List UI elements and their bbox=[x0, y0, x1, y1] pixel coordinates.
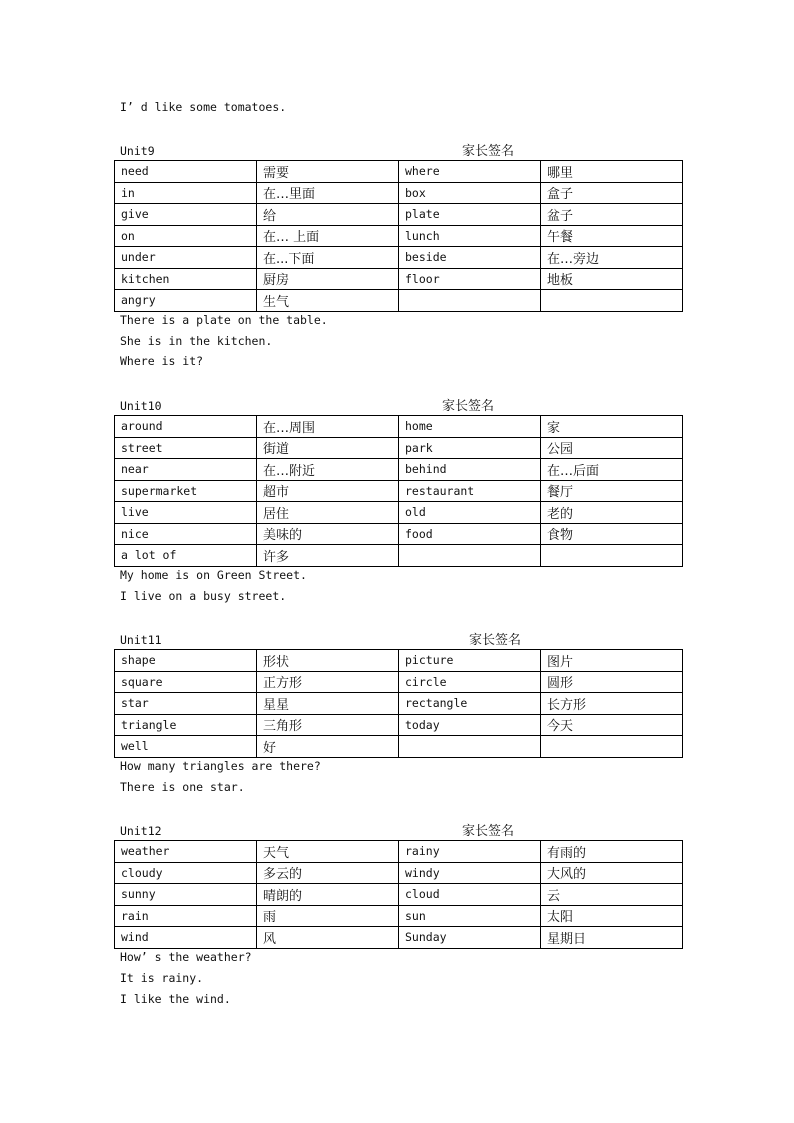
word-zh: 在…后面 bbox=[541, 459, 683, 481]
word-zh: 在…附近 bbox=[257, 459, 399, 481]
word-en: star bbox=[115, 693, 257, 715]
word-en: lunch bbox=[399, 225, 541, 247]
word-en: shape bbox=[115, 650, 257, 672]
word-en: picture bbox=[399, 650, 541, 672]
word-zh: 午餐 bbox=[541, 225, 683, 247]
table-row bbox=[115, 182, 683, 204]
table-row bbox=[115, 416, 683, 438]
table-row bbox=[115, 247, 683, 269]
word-zh: 星星 bbox=[257, 693, 399, 715]
word-en: triangle bbox=[115, 714, 257, 736]
word-en: need bbox=[115, 161, 257, 183]
word-en: weather bbox=[115, 841, 257, 863]
word-en: food bbox=[399, 523, 541, 545]
word-en: park bbox=[399, 437, 541, 459]
word-en: rainy bbox=[399, 841, 541, 863]
word-en: restaurant bbox=[399, 480, 541, 502]
word-en: angry bbox=[115, 290, 257, 312]
word-zh: 在…周围 bbox=[257, 416, 399, 438]
table-row bbox=[115, 459, 683, 481]
word-en: nice bbox=[115, 523, 257, 545]
word-zh: 美味的 bbox=[257, 523, 399, 545]
word-zh: 形状 bbox=[257, 650, 399, 672]
word-zh: 太阳 bbox=[541, 905, 683, 927]
word-zh: 云 bbox=[541, 884, 683, 906]
word-zh: 好 bbox=[257, 736, 399, 758]
table-row bbox=[115, 480, 683, 502]
word-zh: 今天 bbox=[541, 714, 683, 736]
word-zh: 许多 bbox=[257, 545, 399, 567]
word-en: old bbox=[399, 502, 541, 524]
word-zh: 盆子 bbox=[541, 204, 683, 226]
word-zh: 居住 bbox=[257, 502, 399, 524]
word-zh: 厨房 bbox=[257, 268, 399, 290]
word-zh: 三角形 bbox=[257, 714, 399, 736]
word-en: circle bbox=[399, 671, 541, 693]
word-zh: 盒子 bbox=[541, 182, 683, 204]
table-row bbox=[115, 841, 683, 863]
unit9-header bbox=[120, 140, 680, 160]
word-zh: 多云的 bbox=[257, 862, 399, 884]
word-en: floor bbox=[399, 268, 541, 290]
word-en: kitchen bbox=[115, 268, 257, 290]
example-sentence: There is a plate on the table. bbox=[120, 313, 328, 327]
word-en: in bbox=[115, 182, 257, 204]
word-zh: 餐厅 bbox=[541, 480, 683, 502]
word-en: on bbox=[115, 225, 257, 247]
table-row bbox=[115, 714, 683, 736]
unit12-header bbox=[120, 820, 680, 840]
table-row bbox=[115, 204, 683, 226]
word-en: near bbox=[115, 459, 257, 481]
word-en: well bbox=[115, 736, 257, 758]
example-sentence: How’ s the weather? bbox=[120, 950, 252, 964]
word-en: where bbox=[399, 161, 541, 183]
example-sentence: Where is it? bbox=[120, 354, 204, 368]
word-zh: 食物 bbox=[541, 523, 683, 545]
word-zh: 超市 bbox=[257, 480, 399, 502]
word-zh: 天气 bbox=[257, 841, 399, 863]
word-zh: 长方形 bbox=[541, 693, 683, 715]
word-en: cloud bbox=[399, 884, 541, 906]
word-en bbox=[399, 545, 541, 567]
table-row bbox=[115, 736, 683, 758]
word-en: a lot of bbox=[115, 545, 257, 567]
word-zh: 大风的 bbox=[541, 862, 683, 884]
word-en: around bbox=[115, 416, 257, 438]
parent-signature-label: 家长签名 bbox=[462, 824, 515, 839]
word-zh: 在...下面 bbox=[257, 247, 399, 269]
word-en: live bbox=[115, 502, 257, 524]
unit11-header bbox=[120, 629, 680, 649]
word-zh: 需要 bbox=[257, 161, 399, 183]
table-row bbox=[115, 268, 683, 290]
intro-sentence: I’ d like some tomatoes. bbox=[120, 100, 287, 114]
word-zh: 街道 bbox=[257, 437, 399, 459]
unit10-header bbox=[120, 395, 680, 415]
word-zh: 有雨的 bbox=[541, 841, 683, 863]
word-zh: 在… 上面 bbox=[257, 225, 399, 247]
word-en: sunny bbox=[115, 884, 257, 906]
word-zh: 老的 bbox=[541, 502, 683, 524]
table-row bbox=[115, 290, 683, 312]
word-en: box bbox=[399, 182, 541, 204]
parent-signature-label: 家长签名 bbox=[469, 633, 522, 648]
unit9-vocab-table bbox=[114, 160, 683, 312]
word-en: wind bbox=[115, 927, 257, 949]
unit12-vocab-table bbox=[114, 840, 683, 949]
table-row bbox=[115, 927, 683, 949]
word-en: Sunday bbox=[399, 927, 541, 949]
word-en: give bbox=[115, 204, 257, 226]
word-zh: 雨 bbox=[257, 905, 399, 927]
example-sentence: She is in the kitchen. bbox=[120, 334, 273, 348]
word-en: cloudy bbox=[115, 862, 257, 884]
word-zh: 家 bbox=[541, 416, 683, 438]
word-en: today bbox=[399, 714, 541, 736]
word-en: windy bbox=[399, 862, 541, 884]
word-zh: 图片 bbox=[541, 650, 683, 672]
word-zh: 公园 bbox=[541, 437, 683, 459]
word-en: square bbox=[115, 671, 257, 693]
word-en: rain bbox=[115, 905, 257, 927]
word-zh: 地板 bbox=[541, 268, 683, 290]
word-zh: 生气 bbox=[257, 290, 399, 312]
word-zh: 风 bbox=[257, 927, 399, 949]
table-row bbox=[115, 884, 683, 906]
table-row bbox=[115, 161, 683, 183]
table-row bbox=[115, 905, 683, 927]
word-en: beside bbox=[399, 247, 541, 269]
word-zh: 在…里面 bbox=[257, 182, 399, 204]
word-en: sun bbox=[399, 905, 541, 927]
parent-signature-label: 家长签名 bbox=[442, 399, 495, 414]
word-zh bbox=[541, 290, 683, 312]
table-row bbox=[115, 693, 683, 715]
table-row bbox=[115, 225, 683, 247]
table-row bbox=[115, 650, 683, 672]
table-row bbox=[115, 545, 683, 567]
word-en: behind bbox=[399, 459, 541, 481]
example-sentence: How many triangles are there? bbox=[120, 759, 321, 773]
unit-title: Unit9 bbox=[120, 144, 155, 158]
word-en: rectangle bbox=[399, 693, 541, 715]
unit-title: Unit12 bbox=[120, 824, 162, 838]
word-en: street bbox=[115, 437, 257, 459]
word-zh: 给 bbox=[257, 204, 399, 226]
word-zh: 圆形 bbox=[541, 671, 683, 693]
word-zh: 正方形 bbox=[257, 671, 399, 693]
word-en bbox=[399, 736, 541, 758]
example-sentence: There is one star. bbox=[120, 780, 245, 794]
parent-signature-label: 家长签名 bbox=[462, 144, 515, 159]
table-row bbox=[115, 502, 683, 524]
table-row bbox=[115, 523, 683, 545]
example-sentence: It is rainy. bbox=[120, 971, 204, 985]
unit-title: Unit10 bbox=[120, 399, 162, 413]
word-en: plate bbox=[399, 204, 541, 226]
word-zh bbox=[541, 736, 683, 758]
table-row bbox=[115, 437, 683, 459]
word-zh: 星期日 bbox=[541, 927, 683, 949]
example-sentence: My home is on Green Street. bbox=[120, 568, 307, 582]
word-zh: 晴朗的 bbox=[257, 884, 399, 906]
example-sentence: I like the wind. bbox=[120, 992, 231, 1006]
word-zh: 在…旁边 bbox=[541, 247, 683, 269]
unit11-vocab-table bbox=[114, 649, 683, 758]
example-sentence: I live on a busy street. bbox=[120, 589, 287, 603]
table-row bbox=[115, 671, 683, 693]
word-zh bbox=[541, 545, 683, 567]
word-zh: 哪里 bbox=[541, 161, 683, 183]
unit-title: Unit11 bbox=[120, 633, 162, 647]
table-row bbox=[115, 862, 683, 884]
word-en: supermarket bbox=[115, 480, 257, 502]
word-en: under bbox=[115, 247, 257, 269]
word-en: home bbox=[399, 416, 541, 438]
unit10-vocab-table bbox=[114, 415, 683, 567]
word-en bbox=[399, 290, 541, 312]
